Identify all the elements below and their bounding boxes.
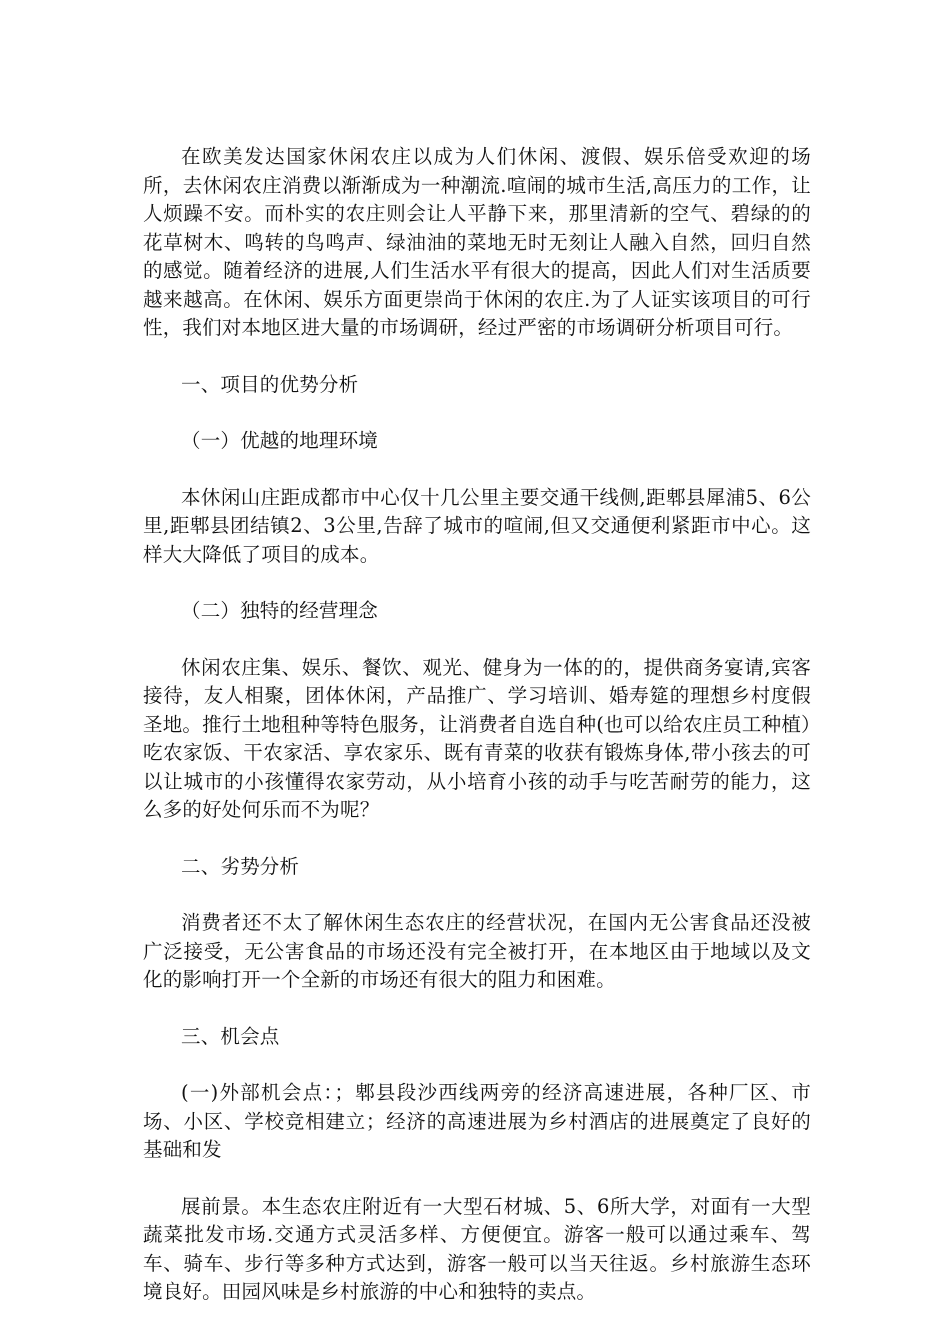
prospects-paragraph: 展前景。本生态农庄附近有一大型石材城、5、6所大学，对面有一大型蔬菜批发市场.交通方式灵活多样、方便便宜。游客一般可以通过乘车、驾车、骑车、步行等多种方式达到，游客一般可以当天往返。乡村旅游生态环境良好。田园风味是乡村旅游的中心和独特的卖点。 [143,1194,811,1303]
opportunities-paragraph: (一)外部机会点：；郫县段沙西线两旁的经济高速进展，各种厂区、市场、小区、学校竞相建立；经济的高速进展为乡村酒店的进展奠定了良好的基础和发 [143,1081,811,1161]
disadvantages-paragraph: 消费者还不太了解休闲生态农庄的经营状况，在国内无公害食品还没被广泛接受，无公害食品的市场还没有完全被打开，在本地区由于地域以及文化的影响打开一个全新的市场还有很大的阻力和困难。 [143,911,811,991]
location-paragraph: 本休闲山庄距成都市中心仅十几公里主要交通干线侧,距郫县犀浦5、6公里,距郫县团结镇2、3公里,告辞了城市的喧闹,但又交通便利紧距市中心。这样大大降低了项目的成本。 [143,485,811,566]
document-body [143,143,811,1335]
section-heading-opportunities: 三、机会点 [181,1024,280,1048]
intro-paragraph: 在欧美发达国家休闲农庄以成为人们休闲、渡假、娱乐倍受欢迎的场所，去休闲农庄消费以渐渐成为一种潮流.喧闹的城市生活,高压力的工作，让人烦躁不安。而朴实的农庄则会让人平静下来，那里清新的空气、碧绿的的花草树木、鸣转的鸟鸣声、绿油油的菜地无时无刻让人融入自然，回归自然的感觉。随着经济的进展,人们生活水平有很大的提高，因此人们对生活质要越来越高。在休闲、娱乐方面更崇尚于休闲的农庄.为了人证实该项目的可行性，我们对本地区进大量的市场调研，经过严密的市场调研分析项目可行。 [143,145,811,339]
subsection-heading-concept: （二）独特的经营理念 [181,599,379,622]
concept-paragraph: 休闲农庄集、娱乐、餐饮、观光、健身为一体的的，提供商务宴请,宾客接待，友人相聚，团体休闲，产品推广、学习培训、婚寿筵的理想乡村度假圣地。推行土地租种等特色服务，让消费者自选自种(也可以给农庄员工种植）吃农家饭、干农家活、享农家乐、既有青菜的收获有锻炼身体,带小孩去的可以让城市的小孩懂得农家劳动，从小培育小孩的动手与吃苦耐劳的能力，这么多的好处何乐而不为呢？ [143,655,811,821]
section-heading-disadvantages: 二、劣势分析 [181,854,300,878]
subsection-heading-location: （一）优越的地理环境 [181,429,379,452]
section-heading-advantages: 一、项目的优势分析 [181,372,359,396]
